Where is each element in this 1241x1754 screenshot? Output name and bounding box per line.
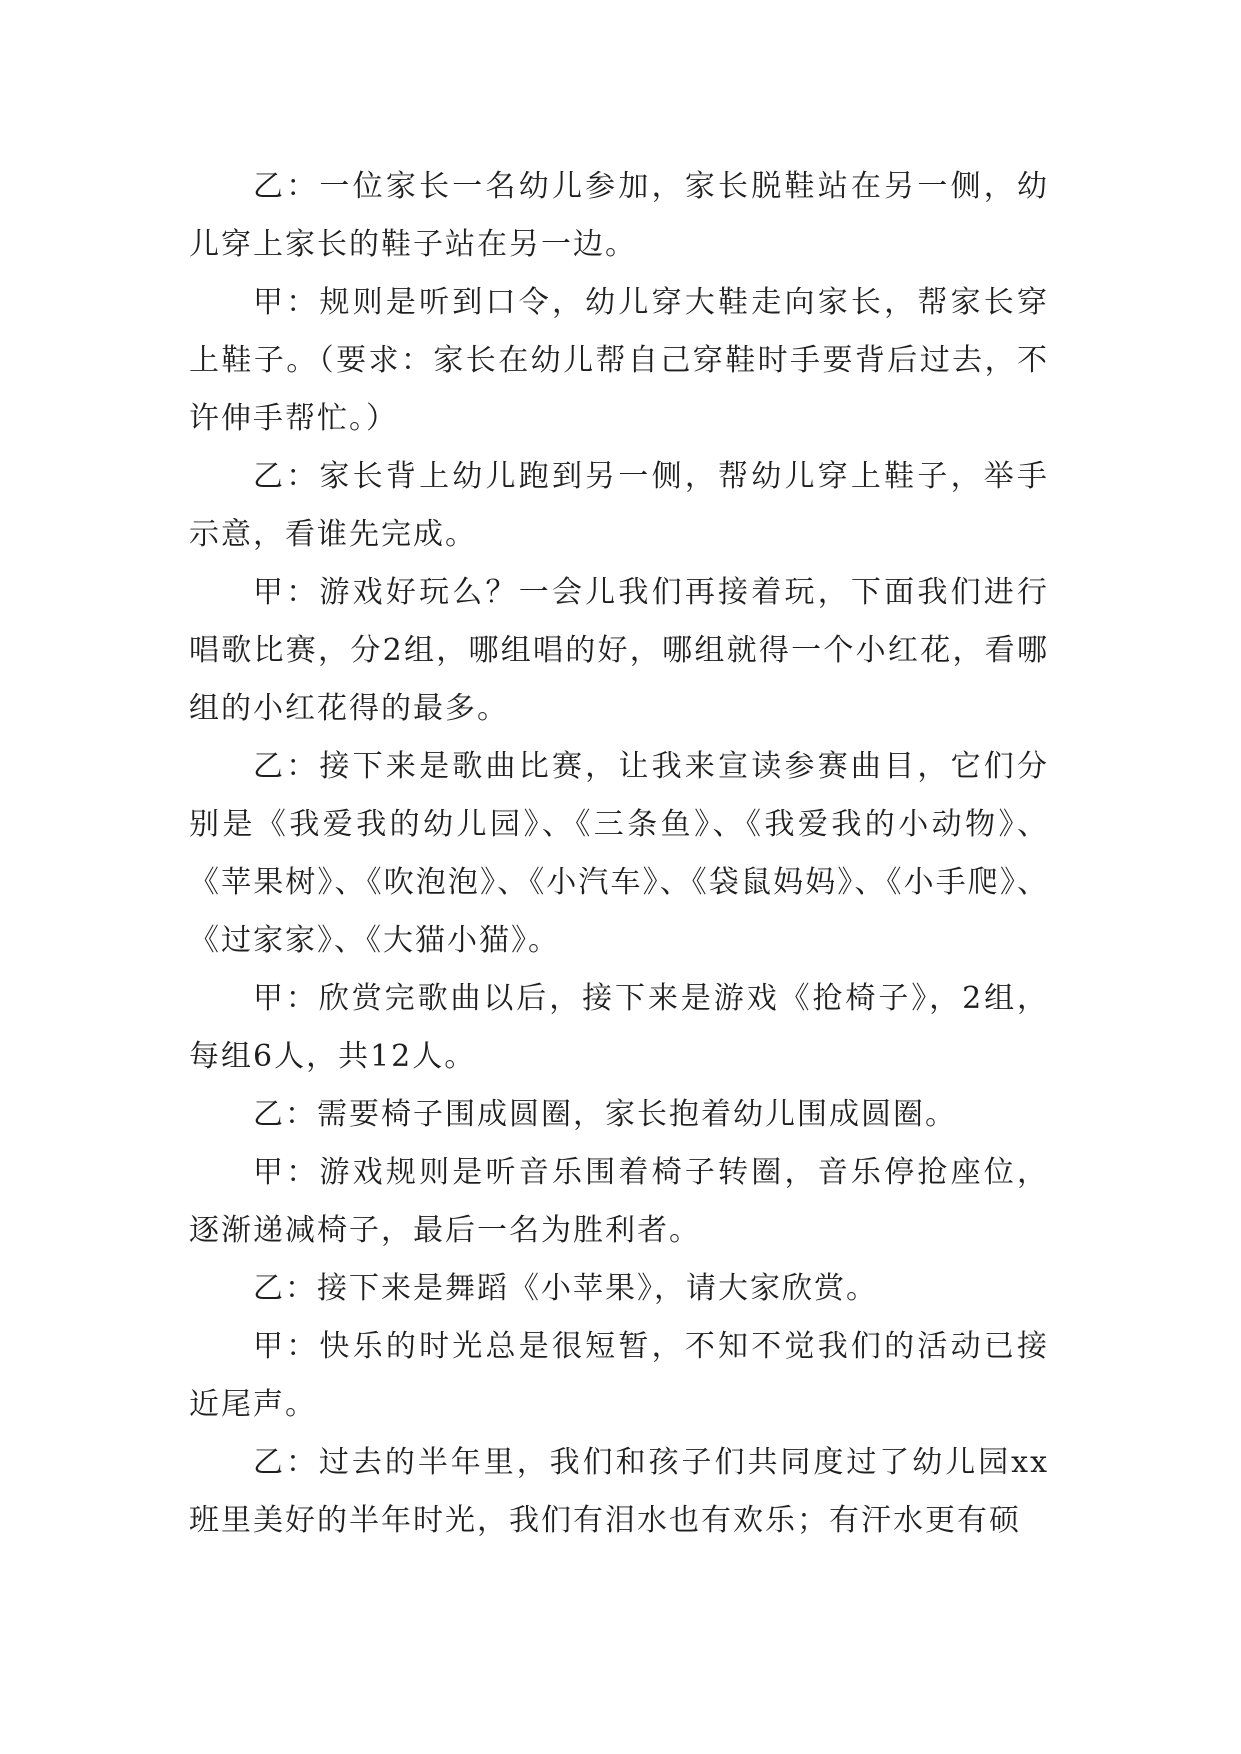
paragraph: 乙：一位家长一名幼儿参加，家长脱鞋站在另一侧，幼儿穿上家长的鞋子站在另一边。 <box>189 169 1049 262</box>
paragraph: 乙：过去的半年里，我们和孩子们共同度过了幼儿园xx班里美好的半年时光，我们有泪水也有欢乐；有汗水更有硕 <box>189 1445 1049 1538</box>
paragraph: 乙：家长背上幼儿跑到另一侧，帮幼儿穿上鞋子，举手示意，看谁先完成。 <box>189 459 1049 552</box>
paragraph: 乙：接下来是歌曲比赛，让我来宣读参赛曲目，它们分别是《我爱我的幼儿园》、《三条鱼》、《我爱我的小动物》、《苹果树》、《吹泡泡》、《小汽车》、《袋鼠妈妈》、《小手爬》、《过家家》、《大猫小猫》。 <box>189 749 1049 958</box>
paragraph: 乙：需要椅子围成圆圈，家长抱着幼儿围成圆圈。 <box>253 1097 957 1132</box>
paragraph: 甲：欣赏完歌曲以后，接下来是游戏《抢椅子》，2组，每组6人，共12人。 <box>189 981 1049 1074</box>
document-body <box>189 158 1049 1550</box>
paragraph: 乙：接下来是舞蹈《小苹果》，请大家欣赏。 <box>253 1271 878 1306</box>
paragraph: 甲：游戏好玩么？一会儿我们再接着玩，下面我们进行唱歌比赛，分2组，哪组唱的好，哪组就得一个小红花，看哪组的小红花得的最多。 <box>189 575 1049 726</box>
paragraph: 甲：游戏规则是听音乐围着椅子转圈，音乐停抢座位，逐渐递减椅子，最后一名为胜利者。 <box>189 1155 1049 1248</box>
paragraph: 甲：快乐的时光总是很短暂，不知不觉我们的活动已接近尾声。 <box>189 1329 1049 1422</box>
paragraph: 甲：规则是听到口令，幼儿穿大鞋走向家长，帮家长穿上鞋子。（要求：家长在幼儿帮自己穿鞋时手要背后过去，不许伸手帮忙。） <box>189 285 1049 436</box>
